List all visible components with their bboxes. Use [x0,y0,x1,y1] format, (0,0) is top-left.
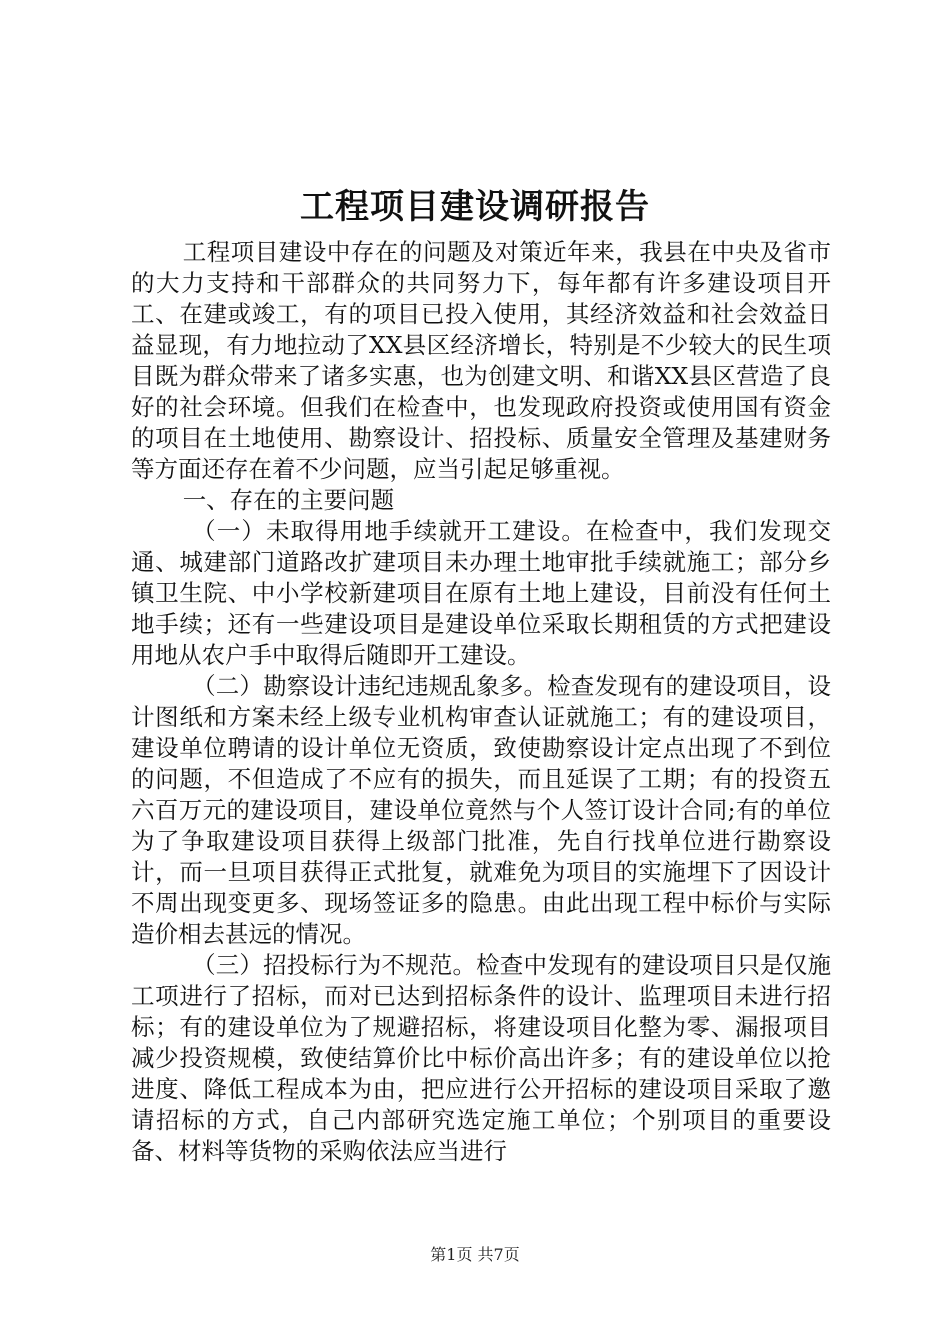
intro-paragraph: 工程项目建设中存在的问题及对策近年来，我县在中央及省市的大力支持和干部群众的共同努力下，每年都有许多建设项目开工、在建或竣工，有的项目已投入使用，其经济效益和社会效益日益显现，有力地拉动了XX县区经济增长，特别是不少较大的民生项目既为群众带来了诸多实惠，也为创建文明、和谐XX县区营造了良好的社会环境。但我们在检查中，也发现政府投资或使用国有资金的项目在土地使用、勘察设计、招投标、质量安全管理及基建财务等方面还存在着不少问题，应当引起足够重视。 [131,238,831,483]
section-heading: 一、存在的主要问题 [182,486,395,514]
page-title: 工程项目建设调研报告 [300,187,650,227]
issue-paragraph-1: （一）未取得用地手续就开工建设。在检查中，我们发现交通、城建部门道路改扩建项目未办理土地审批手续就施工；部分乡镇卫生院、中小学校新建项目在原有土地上建设，目前没有任何土地手续；还有一些建设项目是建设单位采取长期租赁的方式把建设用地从农户手中取得后随即开工建设。 [131,517,831,669]
document-body [131,237,831,1167]
issue-paragraph-2: （二）勘察设计违纪违规乱象多。检查发现有的建设项目，设计图纸和方案未经上级专业机构审查认证就施工；有的建设项目，建设单位聘请的设计单位无资质，致使勘察设计定点出现了不到位的问题，不但造成了不应有的损失，而且延误了工期；有的投资五六百万元的建设项目，建设单位竟然与个人签订设计合同;有的单位为了争取建设项目获得上级部门批准，先自行找单位进行勘察设计，而一旦项目获得正式批复，就难免为项目的实施埋下了因设计不周出现变更多、现场签证多的隐患。由此出现工程中标价与实际造价相去甚远的情况。 [131,672,831,948]
page-footer: 第1页 共7页 [430,1245,520,1264]
issue-paragraph-3: （三）招投标行为不规范。检查中发现有的建设项目只是仅施工项进行了招标，而对已达到招标条件的设计、监理项目未进行招标；有的建设单位为了规避招标，将建设项目化整为零、漏报项目减少投资规模，致使结算价比中标价高出许多；有的建设单位以抢进度、降低工程成本为由，把应进行公开招标的建设项目采取了邀请招标的方式，自己内部研究选定施工单位；个别项目的重要设备、材料等货物的采购依法应当进行 [131,951,831,1165]
